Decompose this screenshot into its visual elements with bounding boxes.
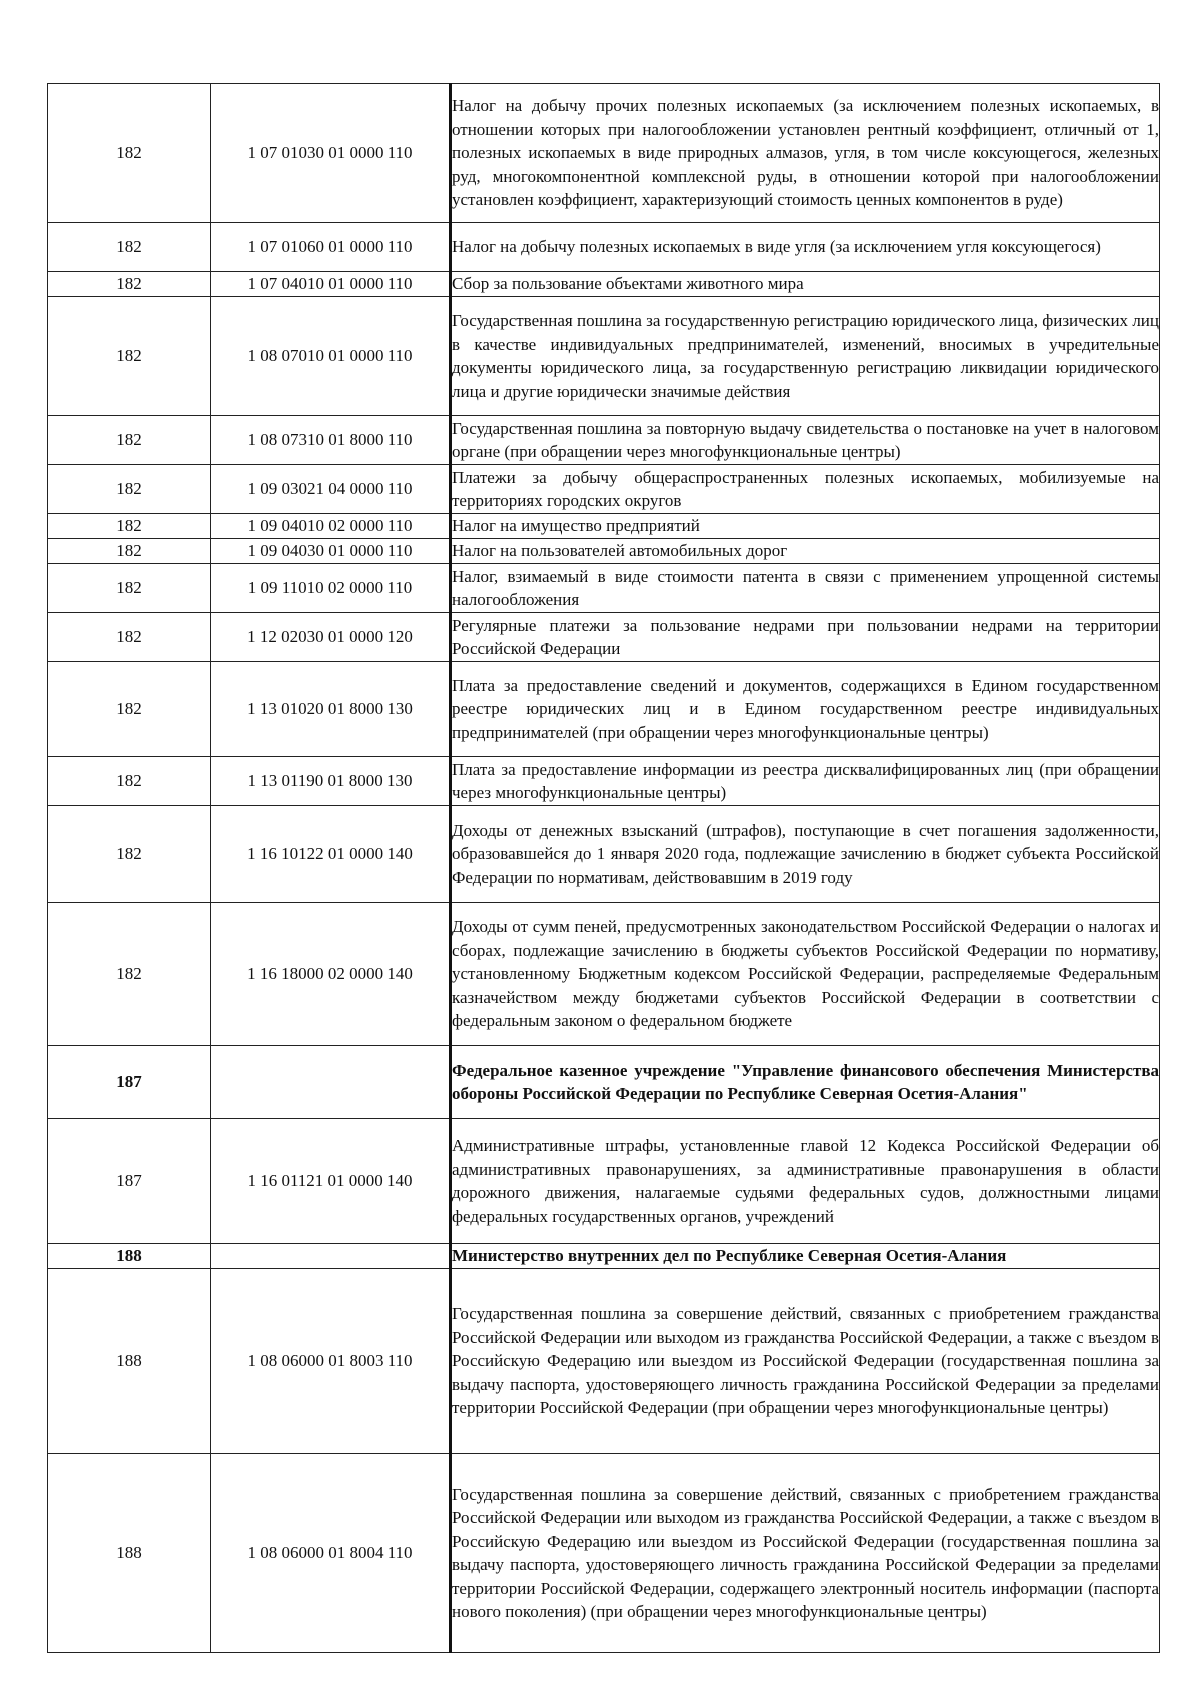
revenue-description-cell: Государственная пошлина за государственную регистрацию юридического лица, физических лиц в качестве индивидуальных предпринимателей, изменений, вносимых в учредительные документы юридического лица, за государственную регистрацию ликвидации юридического лица и другие юридически значимые действия xyxy=(451,297,1160,416)
table-row xyxy=(48,539,1160,564)
admin-code-cell: 182 xyxy=(48,564,211,613)
budget-classification-code-cell: 1 16 18000 02 0000 140 xyxy=(211,903,451,1046)
table-section-header-row xyxy=(48,1244,1160,1269)
admin-code-cell: 182 xyxy=(48,416,211,465)
budget-classification-code-cell: 1 07 01030 01 0000 110 xyxy=(211,84,451,223)
revenue-description-cell: Налог на добычу полезных ископаемых в виде угля (за исключением угля коксующегося) xyxy=(451,223,1160,272)
table-row xyxy=(48,662,1160,757)
table-row xyxy=(48,223,1160,272)
budget-classification-code-cell: 1 13 01190 01 8000 130 xyxy=(211,757,451,806)
revenue-description-cell: Платежи за добычу общераспространенных полезных ископаемых, мобилизуемые на территориях городских округов xyxy=(451,465,1160,514)
table-row xyxy=(48,84,1160,223)
budget-classification-code-cell: 1 08 07310 01 8000 110 xyxy=(211,416,451,465)
admin-code-cell: 182 xyxy=(48,806,211,903)
budget-classification-code-cell: 1 08 07010 01 0000 110 xyxy=(211,297,451,416)
budget-classification-code-cell: 1 09 04030 01 0000 110 xyxy=(211,539,451,564)
revenue-description-cell: Сбор за пользование объектами животного мира xyxy=(451,272,1160,297)
table-row xyxy=(48,416,1160,465)
admin-code-cell: 182 xyxy=(48,539,211,564)
table-row xyxy=(48,514,1160,539)
revenue-description-cell: Доходы от денежных взысканий (штрафов), поступающие в счет погашения задолженности, образовавшейся до 1 января 2020 года, подлежащие зачислению в бюджет субъекта Российской Федерации по нормативам, действовавшим в 2019 году xyxy=(451,806,1160,903)
admin-code-cell: 182 xyxy=(48,223,211,272)
table-row xyxy=(48,903,1160,1046)
admin-code-cell: 188 xyxy=(48,1269,211,1454)
budget-classification-code-cell: 1 08 06000 01 8004 110 xyxy=(211,1454,451,1653)
budget-classification-code-cell: 1 09 03021 04 0000 110 xyxy=(211,465,451,514)
administrator-name-cell: Федеральное казенное учреждение "Управление финансового обеспечения Министерства обороны Российской Федерации по Республике Северная Осетия-Алания" xyxy=(451,1046,1160,1119)
table-row xyxy=(48,1269,1160,1454)
revenue-description-cell: Налог на добычу прочих полезных ископаемых (за исключением полезных ископаемых, в отношении которых при налогообложении установлен рентный коэффициент, отличный от 1, полезных ископаемых в виде природных алмазов, угля, в том числе коксующегося, железных руд, многокомпонентной комплексной руды, в отношении которой при налогообложении установлен коэффициент, характеризующий стоимость ценных компонентов в руде) xyxy=(451,84,1160,223)
admin-code-cell: 188 xyxy=(48,1244,211,1269)
table-body xyxy=(48,84,1160,1653)
budget-classification-code-cell xyxy=(211,1046,451,1119)
table-row xyxy=(48,806,1160,903)
table-row xyxy=(48,1119,1160,1244)
admin-code-cell: 182 xyxy=(48,465,211,514)
budget-classification-code-cell: 1 08 06000 01 8003 110 xyxy=(211,1269,451,1454)
admin-code-cell: 182 xyxy=(48,662,211,757)
budget-classification-code-cell: 1 07 04010 01 0000 110 xyxy=(211,272,451,297)
revenue-description-cell: Налог, взимаемый в виде стоимости патента в связи с применением упрощенной системы налогообложения xyxy=(451,564,1160,613)
admin-code-cell: 182 xyxy=(48,297,211,416)
admin-code-cell: 182 xyxy=(48,272,211,297)
revenue-description-cell: Доходы от сумм пеней, предусмотренных законодательством Российской Федерации о налогах и сборах, подлежащие зачислению в бюджеты субъектов Российской Федерации по нормативу, установленному Бюджетным кодексом Российской Федерации, распределяемые Федеральным казначейством между бюджетами субъектов Российской Федерации в соответствии с федеральным законом о федеральном бюджете xyxy=(451,903,1160,1046)
budget-classification-code-cell: 1 09 11010 02 0000 110 xyxy=(211,564,451,613)
budget-classification-code-cell: 1 12 02030 01 0000 120 xyxy=(211,613,451,662)
revenue-description-cell: Плата за предоставление сведений и документов, содержащихся в Едином государственном реестре юридических лиц и в Едином государственном реестре индивидуальных предпринимателей (при обращении через многофункциональные центры) xyxy=(451,662,1160,757)
table-section-header-row xyxy=(48,1046,1160,1119)
table-row xyxy=(48,564,1160,613)
table-row xyxy=(48,297,1160,416)
admin-code-cell: 182 xyxy=(48,613,211,662)
table-row xyxy=(48,272,1160,297)
budget-classification-code-cell: 1 16 10122 01 0000 140 xyxy=(211,806,451,903)
revenue-codes-table xyxy=(47,83,1160,1653)
budget-classification-code-cell: 1 09 04010 02 0000 110 xyxy=(211,514,451,539)
admin-code-cell: 182 xyxy=(48,514,211,539)
revenue-description-cell: Плата за предоставление информации из реестра дисквалифицированных лиц (при обращении через многофункциональные центры) xyxy=(451,757,1160,806)
admin-code-cell: 187 xyxy=(48,1046,211,1119)
revenue-description-cell: Регулярные платежи за пользование недрами при пользовании недрами на территории Российской Федерации xyxy=(451,613,1160,662)
revenue-description-cell: Государственная пошлина за совершение действий, связанных с приобретением гражданства Российской Федерации или выходом из гражданства Российской Федерации, а также с въездом в Российскую Федерацию или выездом из Российской Федерации (государственная пошлина за выдачу паспорта, удостоверяющего личность гражданина Российской Федерации за пределами территории Российской Федерации, содержащего электронный носитель информации (паспорта нового поколения) (при обращении через многофункциональные центры) xyxy=(451,1454,1160,1653)
admin-code-cell: 188 xyxy=(48,1454,211,1653)
budget-classification-code-cell: 1 07 01060 01 0000 110 xyxy=(211,223,451,272)
revenue-description-cell: Государственная пошлина за совершение действий, связанных с приобретением гражданства Российской Федерации или выходом из гражданства Российской Федерации, а также с въездом в Российскую Федерацию или выездом из Российской Федерации (государственная пошлина за выдачу паспорта, удостоверяющего личность гражданина Российской Федерации за пределами территории Российской Федерации (при обращении через многофункциональные центры) xyxy=(451,1269,1160,1454)
admin-code-cell: 182 xyxy=(48,757,211,806)
revenue-description-cell: Налог на пользователей автомобильных дорог xyxy=(451,539,1160,564)
table-row xyxy=(48,757,1160,806)
budget-classification-code-cell xyxy=(211,1244,451,1269)
table-row xyxy=(48,1454,1160,1653)
document-page xyxy=(47,83,1159,1653)
admin-code-cell: 182 xyxy=(48,903,211,1046)
table-row xyxy=(48,465,1160,514)
budget-classification-code-cell: 1 16 01121 01 0000 140 xyxy=(211,1119,451,1244)
revenue-description-cell: Государственная пошлина за повторную выдачу свидетельства о постановке на учет в налоговом органе (при обращении через многофункциональные центры) xyxy=(451,416,1160,465)
table-row xyxy=(48,613,1160,662)
revenue-description-cell: Административные штрафы, установленные главой 12 Кодекса Российской Федерации об административных правонарушениях, за административные правонарушения в области дорожного движения, налагаемые судьями федеральных судов, должностными лицами федеральных государственных органов, учреждений xyxy=(451,1119,1160,1244)
administrator-name-cell: Министерство внутренних дел по Республике Северная Осетия-Алания xyxy=(451,1244,1160,1269)
revenue-description-cell: Налог на имущество предприятий xyxy=(451,514,1160,539)
admin-code-cell: 187 xyxy=(48,1119,211,1244)
budget-classification-code-cell: 1 13 01020 01 8000 130 xyxy=(211,662,451,757)
admin-code-cell: 182 xyxy=(48,84,211,223)
